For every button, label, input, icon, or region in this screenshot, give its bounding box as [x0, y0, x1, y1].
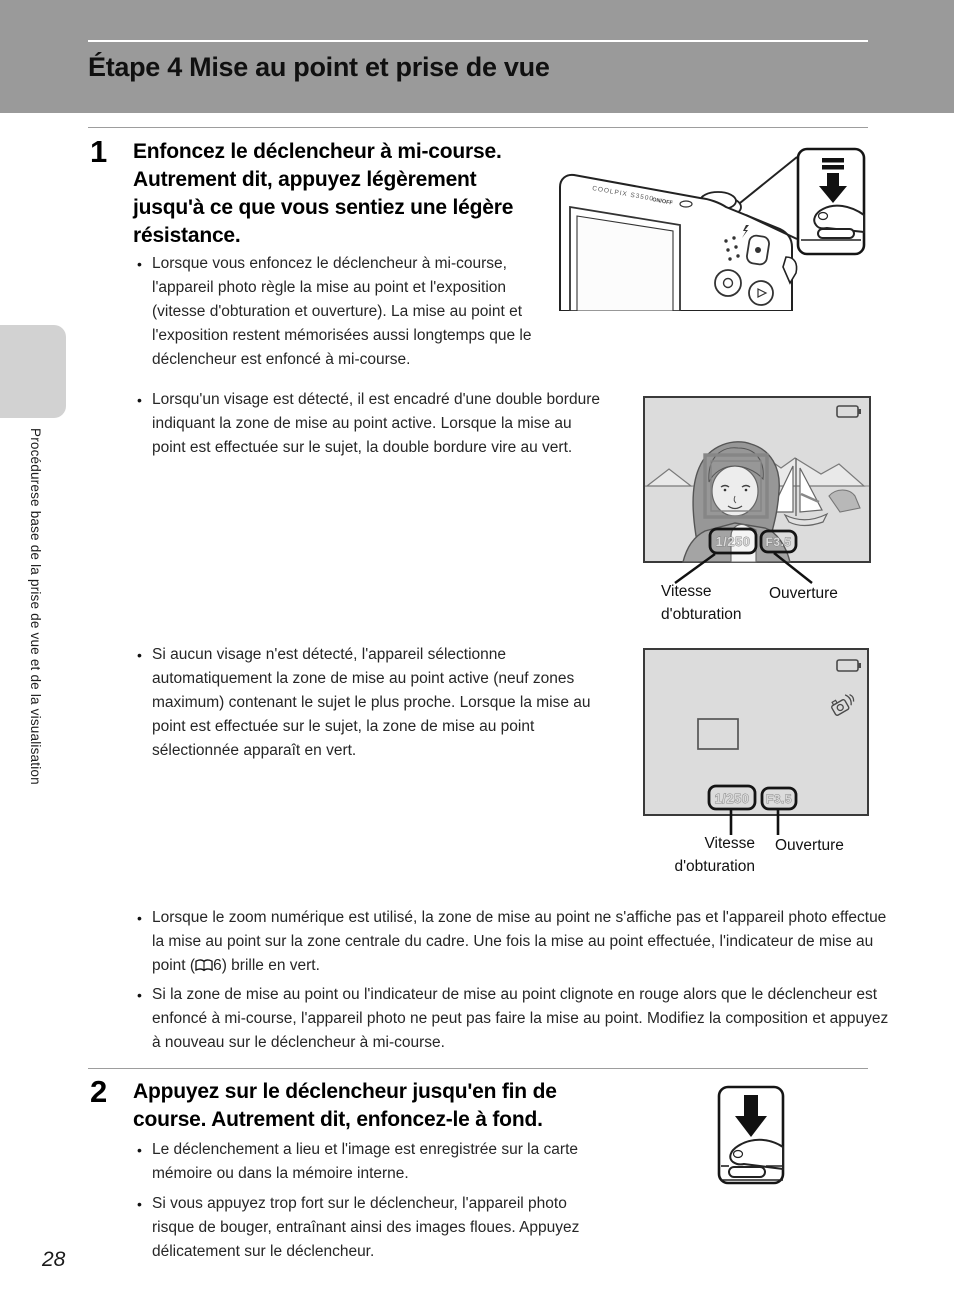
bullet-marker: • [137, 910, 142, 926]
bullet-marker: • [137, 392, 142, 408]
shutter-full-press-icon [716, 1084, 786, 1186]
camera-screen-face [643, 396, 871, 588]
bullet-digital-zoom [137, 906, 889, 978]
step-1-heading: Enfoncez le déclencheur à mi-course. Autrement dit, appuyez légèrement jusqu'à ce que vous sentiez une légère résistance. [133, 140, 514, 247]
power-label: ON/OFF [651, 197, 674, 207]
bullet-no-face [137, 643, 614, 763]
page-number: 28 [42, 1248, 66, 1271]
page-title: Étape 4 Mise au point et prise de vue [88, 52, 550, 82]
step-2-number: 2 [90, 1074, 108, 1109]
bullet-focus-blink [137, 983, 889, 1055]
bullet-marker: • [137, 1142, 142, 1158]
page-reference [195, 957, 213, 974]
aperture-value: F3.5 [765, 535, 792, 549]
screen-frame [644, 649, 868, 815]
camera-model-label: COOLPIX S3500 [591, 185, 655, 203]
bullet-half-press-text: Lorsque vous enfoncez le déclencheur à mi-course, l'appareil photo règle la mise au point et l'exposition (vitesse d'obturation et ouverture). La mise au point et l'exposition restent mémorisées aussi longtemps que le déclencheur est enfoncé à mi-course. [152, 255, 532, 368]
callout-line-top [740, 157, 797, 203]
bullet-blur [137, 1192, 600, 1264]
step-2-heading: Appuyez sur le déclencheur jusqu'en fin de course. Autrement dit, enfoncez-le à fond. [133, 1080, 557, 1131]
aperture-value: F3.5 [765, 792, 793, 806]
bullet-marker: • [137, 987, 142, 1003]
pressed-shutter-button [729, 1167, 765, 1177]
divider-step1 [88, 127, 868, 128]
bullet-zoom-text-after: ) brille en vert. [221, 957, 320, 974]
shutter-speed-value: 1/250 [715, 534, 751, 549]
chapter-sidebar-label: Procédurese base de la prise de vue et de la visualisation [28, 428, 43, 785]
text-wrap-spacer [539, 252, 889, 350]
bullet-release-text: Le déclenchement a lieu et l'image est enregistrée sur la carte mémoire ou dans la mémoire interne. [152, 1141, 579, 1182]
aperture-label: Ouverture [775, 837, 844, 854]
divider-step2 [88, 1068, 868, 1069]
page-reference-number: 6 [213, 957, 222, 974]
bullet-marker: • [137, 1196, 142, 1212]
step-1-number: 1 [90, 134, 108, 169]
monitor-figure-af-area [643, 648, 869, 845]
bullet-marker: • [137, 647, 142, 663]
aperture-label: Ouverture [769, 585, 838, 602]
bullet-blur-text: Si vous appuyez trop fort sur le déclencheur, l'appareil photo risque de bouger, entraînant ainsi des images floues. Appuyez délicatement sur le déclencheur. [152, 1195, 580, 1260]
bullet-focus-blink-text: Si la zone de mise au point ou l'indicateur de mise au point clignote en rouge alors que le déclencheur est enfoncé à mi-course, l'appareil photo ne peut pas faire la mise au point. Modifiez la composition et appuyez à nouveau sur le déclencheur à mi-course. [152, 986, 889, 1051]
bullet-marker: • [137, 256, 142, 272]
chapter-side-tab [0, 325, 66, 418]
bullet-release [137, 1138, 600, 1186]
bullet-face-text: Lorsqu'un visage est détecté, il est encadré d'une double bordure indiquant la zone de mise au point active. Lorsque la mise au point est effectuée sur le sujet, la double bordure vire au vert. [152, 391, 600, 456]
pressed-shutter-button [818, 229, 854, 238]
camera-screen-af [643, 648, 869, 840]
shutter-speed-label: Vitesse d'obturation [674, 835, 755, 875]
bullet-zoom-text-before: Lorsque le zoom numérique est utilisé, la zone de mise au point ne s'affiche pas et l'appareil photo effectue la mise au point sur la zone centrale du cadre. Une fois la mise au point effectuée, l'indicateur de mise au point ( [152, 909, 887, 974]
monitor-figure-face-detection [643, 396, 871, 593]
bullet-half-press [137, 252, 889, 372]
open-book-icon [195, 959, 213, 972]
full-press-figure [716, 1084, 786, 1191]
bullet-no-face-text: Si aucun visage n'est détecté, l'appareil sélectionne automatiquement la zone de mise au point active (neuf zones maximum) contenant le sujet le plus proche. Lorsque la mise au point est effectuée sur le sujet, la zone de mise au point sélectionnée apparaît en vert. [152, 646, 591, 759]
bullet-face-detect [137, 388, 604, 460]
shutter-speed-value: 1/250 [714, 791, 750, 806]
power-button [680, 201, 692, 207]
header-rule [88, 40, 868, 42]
shutter-speed-label: Vitesse d'obturation [661, 583, 742, 623]
